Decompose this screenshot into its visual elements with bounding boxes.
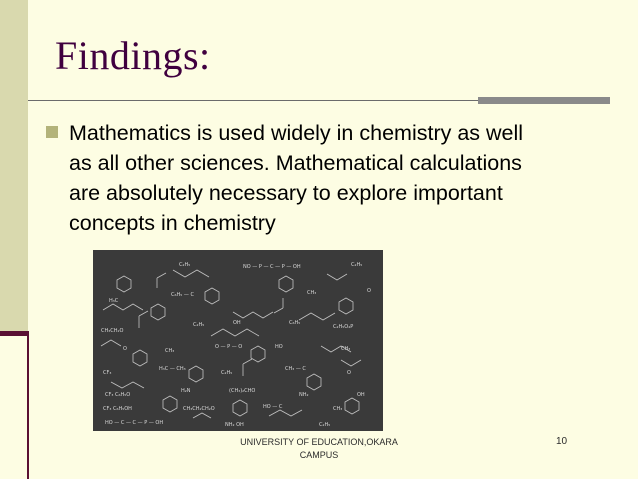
footer [174,436,464,462]
svg-text:H₃C — CH₃: H₃C — CH₃ [159,366,186,372]
footer-line-2: CAMPUS [299,450,339,460]
svg-text:HO — C: HO — C [263,404,283,410]
svg-text:C₆H₅: C₆H₅ [289,320,301,326]
square-bullet-icon [46,126,58,138]
svg-text:CH₃: CH₃ [333,406,343,412]
svg-text:C₂H₅: C₂H₅ [319,422,331,428]
svg-text:HO: HO [275,344,283,350]
bullet-text: Mathematics is used widely in chemistry as well as all other sciences. Mathematical calculations are absolutely necessary to explore important concepts in chemistry [69,121,524,235]
svg-text:HO — C — C — P — OH: HO — C — C — P — OH [105,420,164,426]
svg-text:C₂H₅O₄P: C₂H₅O₄P [333,324,354,330]
svg-text:C₂H₅: C₂H₅ [193,322,205,328]
svg-text:H₃C: H₃C [109,298,119,304]
left-lower-band [0,331,28,479]
svg-text:CF₃ C₆H₅O: CF₃ C₆H₅O [105,392,131,398]
footer-line-1: UNIVERSITY OF EDUCATION,OKARA [240,437,398,447]
left-accent-bar [0,331,28,336]
svg-text:O: O [367,288,371,294]
page-number: 10 [556,436,568,447]
title-divider-accent [478,97,610,104]
svg-text:CH₃: CH₃ [307,290,317,296]
svg-text:O: O [123,346,127,352]
svg-text:OH: OH [357,392,365,398]
svg-text:NH₂ OH: NH₂ OH [225,422,244,428]
svg-text:NH₂: NH₂ [299,392,309,398]
chemical-structures-image [93,250,383,431]
svg-text:CF₃: CF₃ [103,370,112,376]
bullet-item [46,118,566,238]
svg-text:CF₃ C₆H₅OH: CF₃ C₆H₅OH [103,406,132,412]
svg-text:OH: OH [233,320,241,326]
svg-text:CH₃: CH₃ [165,348,175,354]
svg-text:C₂H₅: C₂H₅ [351,262,363,268]
svg-text:O — P — O: O — P — O [215,344,243,350]
svg-text:(CH₃)₂CHO: (CH₃)₂CHO [229,388,256,394]
svg-text:NO — P — C — P — OH: NO — P — C — P — OH [243,264,301,270]
svg-text:H₂N: H₂N [181,388,191,394]
svg-text:CH₃CH₂CH₂O: CH₃CH₂CH₂O [183,406,215,412]
svg-text:CH₃: CH₃ [341,346,351,352]
page-title: Findings: [55,33,211,78]
svg-text:CH₃ — C: CH₃ — C [285,366,306,372]
left-decorative-band [0,0,28,331]
svg-text:C₆H₅ — C: C₆H₅ — C [171,292,194,298]
left-vertical-rule [27,331,29,479]
svg-text:O: O [347,370,351,376]
svg-text:C₂H₅: C₂H₅ [179,262,191,268]
svg-text:CH₃CH₂O: CH₃CH₂O [101,328,124,334]
svg-text:C₂H₅: C₂H₅ [221,370,233,376]
